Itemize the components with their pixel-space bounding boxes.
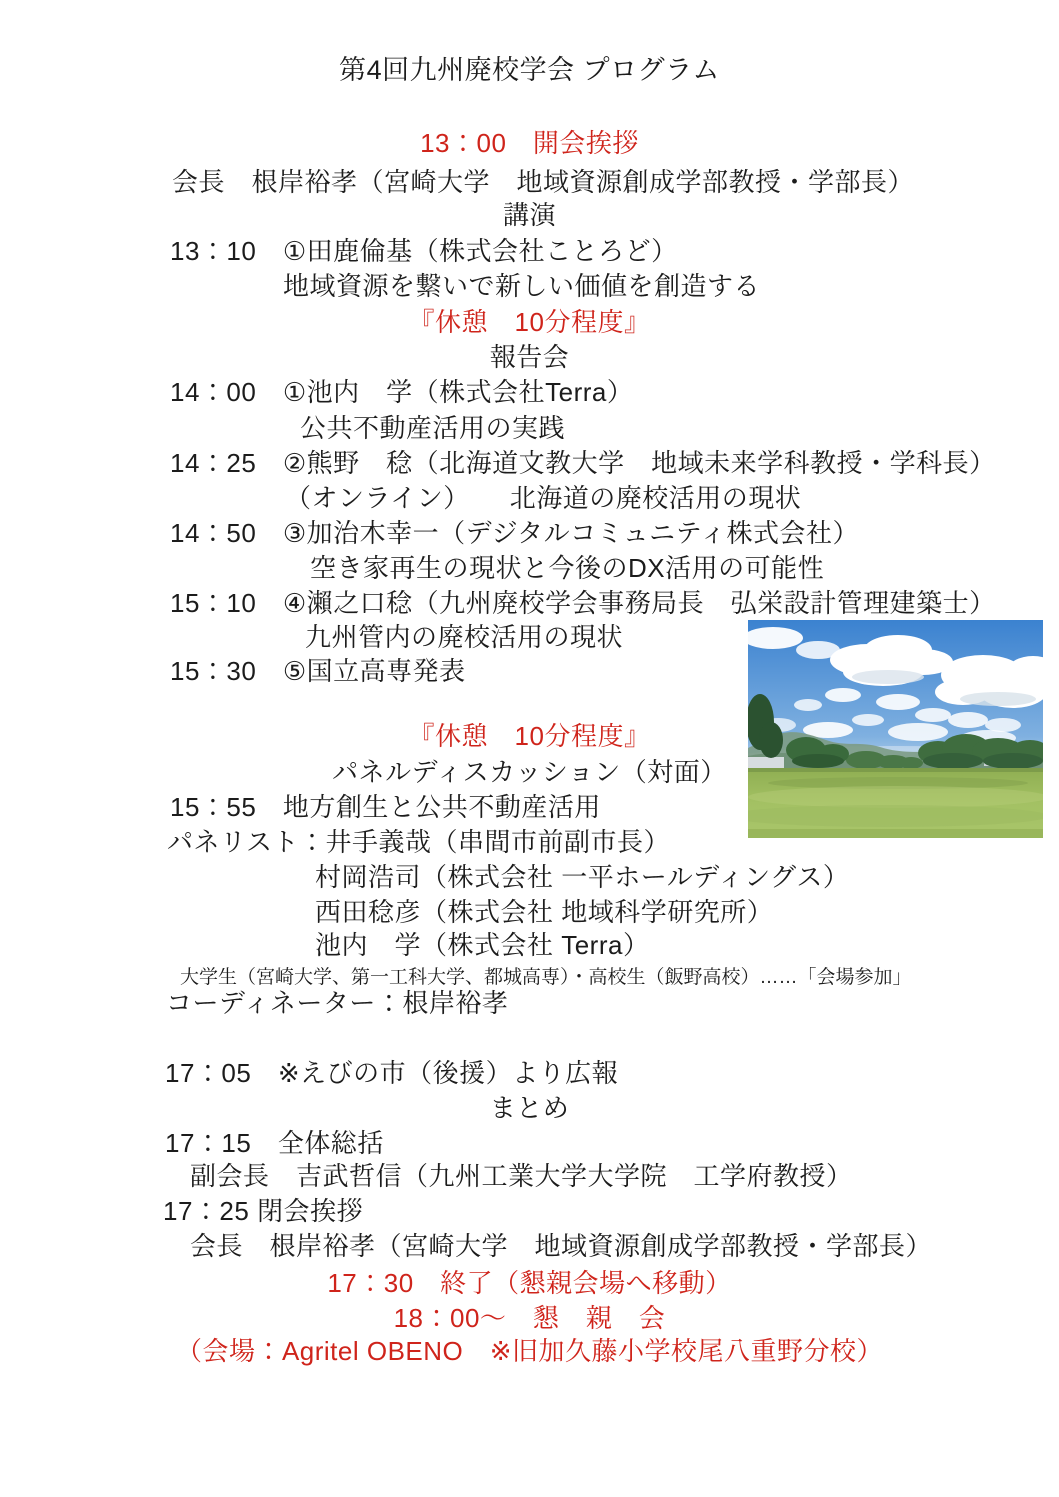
- line-lecture-1310-topic: 地域資源を繋いで新しい価値を創造する: [283, 271, 761, 301]
- line-panel-1555: 15：55 地方創生と公共不動産活用: [170, 792, 601, 822]
- line-panelist-2: 村岡浩司（株式会社 一平ホールディングス）: [315, 862, 850, 892]
- line-report-1425: 14：25 ②熊野 稔（北海道文教大学 地域未来学科教授・学科長）: [170, 448, 996, 478]
- line-vice-president: 副会長 吉武哲信（九州工業大学大学院 工学府教授）: [190, 1161, 853, 1191]
- page-title: 第4回九州廃校学会 プログラム: [339, 55, 720, 85]
- line-report-1530: 15：30 ⑤国立高専発表: [170, 656, 466, 686]
- line-1725-closing: 17：25 閉会挨拶: [163, 1196, 364, 1226]
- line-party-venue: （会場：Agritel OBENO ※旧加久藤小学校尾八重野分校）: [175, 1336, 884, 1366]
- schoolyard-photo: [748, 620, 1043, 838]
- line-lecture-1310: 13：10 ①田鹿倫基（株式会社ことろど）: [170, 236, 678, 266]
- line-report-1400: 14：00 ①池内 学（株式会社Terra）: [170, 377, 634, 407]
- line-matome-heading: まとめ: [489, 1093, 570, 1123]
- line-break-1: 『休憩 10分程度』: [408, 307, 651, 337]
- line-opening-greeting: 13：00 開会挨拶: [420, 128, 639, 158]
- line-president-closing: 会長 根岸裕孝（宮崎大学 地域資源創成学部教授・学部長）: [190, 1231, 933, 1261]
- line-1705-pr: 17：05 ※えびの市（後援）より広報: [165, 1058, 619, 1088]
- line-student-participants: 大学生（宮崎大学、第一工科大学、都城高専）・高校生（飯野高校）……「会場参加」: [180, 967, 912, 988]
- line-panelist-4: 池内 学（株式会社 Terra）: [315, 930, 650, 960]
- line-president-intro: 会長 根岸裕孝（宮崎大学 地域資源創成学部教授・学部長）: [172, 167, 915, 197]
- line-panelist-1: パネリスト：井手義哉（串間市前副市長）: [167, 827, 670, 857]
- line-report-1400-topic: 公共不動産活用の実践: [300, 413, 566, 443]
- line-report-1450-topic: 空き家再生の現状と今後のDX活用の可能性: [310, 553, 825, 583]
- line-report-1510: 15：10 ④瀨之口稔（九州廃校学会事務局長 弘栄設計管理建築士）: [170, 588, 996, 618]
- line-1730-end: 17：30 終了（懇親会場へ移動）: [327, 1268, 732, 1298]
- line-1800-party: 18：00～ 懇 親 会: [393, 1303, 666, 1333]
- schoolyard-photo-image: [748, 620, 1043, 838]
- line-coordinator: コーディネーター：根岸裕孝: [166, 988, 509, 1018]
- line-report-1425-topic: （オンライン） 北海道の廃校活用の現状: [285, 483, 802, 513]
- line-report-1510-topic: 九州管内の廃校活用の現状: [305, 622, 624, 652]
- line-lecture-heading: 講演: [502, 200, 556, 230]
- line-1715-summary: 17：15 全体総括: [165, 1128, 384, 1158]
- line-panelist-3: 西田稔彦（株式会社 地域科学研究所）: [315, 897, 774, 927]
- line-panel-heading: パネルディスカッション（対面）: [332, 757, 727, 787]
- line-break-2: 『休憩 10分程度』: [408, 721, 651, 751]
- line-report-1450: 14：50 ③加治木幸一（デジタルコミュニティ株式会社）: [170, 518, 859, 548]
- line-report-heading: 報告会: [489, 342, 570, 372]
